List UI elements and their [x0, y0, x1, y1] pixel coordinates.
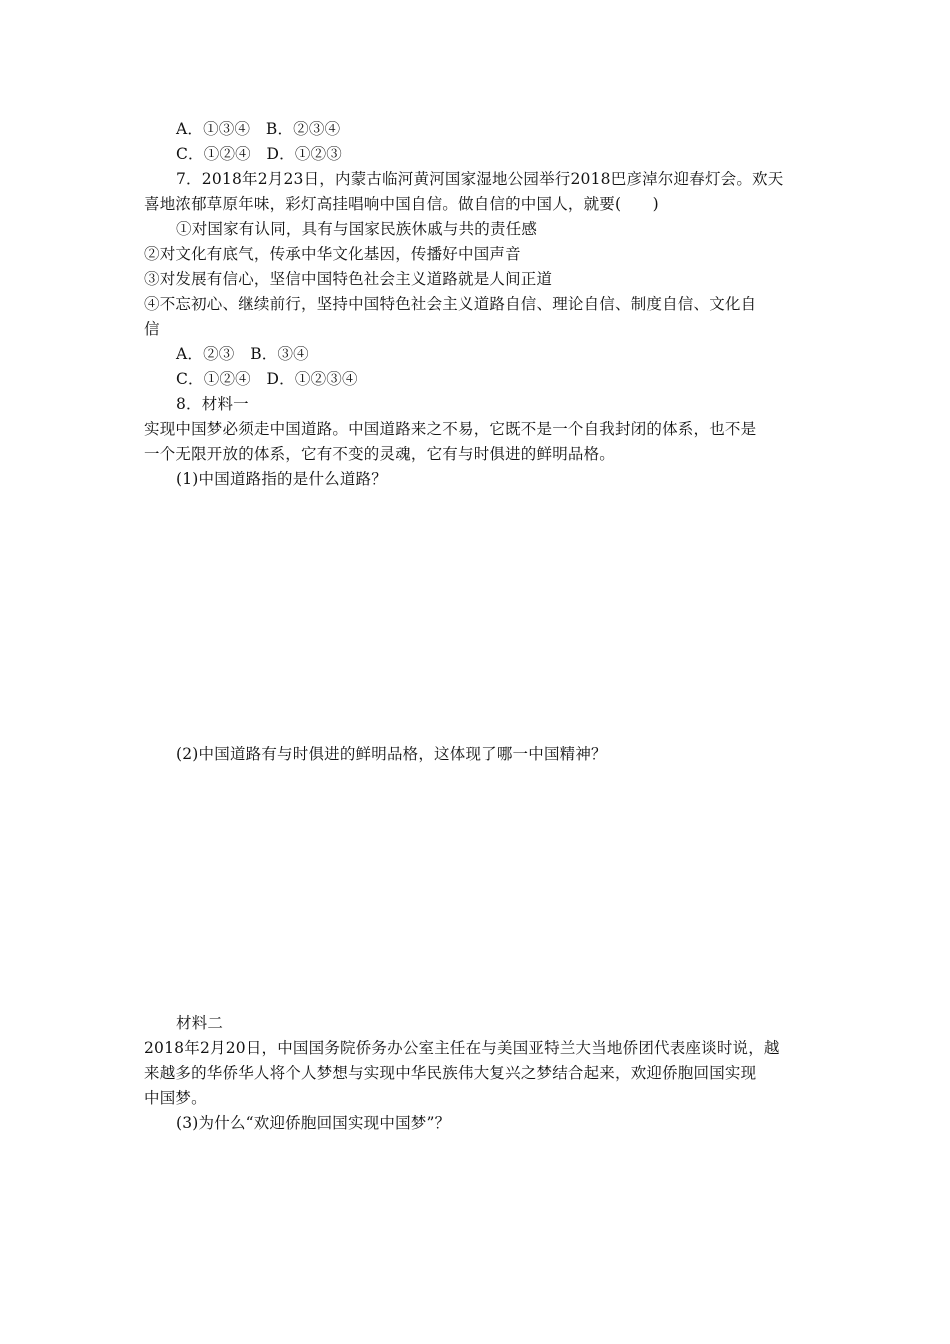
q8-material2-heading: 材料二: [176, 1014, 224, 1032]
q8-heading: 8．材料一: [176, 395, 249, 413]
q6-options-ab: A．①③④ B．②③④: [176, 120, 341, 138]
q7-item-3: ③对发展有信心，坚信中国特色社会主义道路就是人间正道: [144, 270, 553, 288]
q8-material2-line2: 来越多的华侨华人将个人梦想与实现中华民族伟大复兴之梦结合起来，欢迎侨胞回国实现: [144, 1064, 757, 1082]
q8-subquestion-3: (3)为什么“欢迎侨胞回国实现中国梦”？: [176, 1114, 451, 1132]
q7-options-ab: A．②③ B．③④: [176, 345, 309, 363]
q8-material1-line1: 实现中国梦必须走中国道路。中国道路来之不易，它既不是一个自我封闭的体系，也不是: [144, 420, 757, 438]
q8-material1-line2: 一个无限开放的体系，它有不变的灵魂，它有与时俱进的鲜明品格。: [144, 445, 616, 463]
q7-stem-line2: 喜地浓郁草原年味，彩灯高挂唱响中国自信。做自信的中国人，就要( ): [144, 195, 659, 213]
q8-subquestion-2: (2)中国道路有与时俱进的鲜明品格，这体现了哪一中国精神？: [176, 745, 607, 763]
q8-subquestion-1: (1)中国道路指的是什么道路？: [176, 470, 387, 488]
q7-stem-line1: 7．2018年2月23日，内蒙古临河黄河国家湿地公园举行2018巴彦淖尔迎春灯会。欢天: [176, 170, 784, 188]
q7-item-1: ①对国家有认同，具有与国家民族休戚与共的责任感: [176, 220, 538, 238]
q7-item-4-line2: 信: [144, 320, 160, 338]
q7-item-2: ②对文化有底气，传承中华文化基因，传播好中国声音: [144, 245, 521, 263]
q8-material2-line3: 中国梦。: [144, 1089, 207, 1107]
q8-material2-line1: 2018年2月20日，中国国务院侨务办公室主任在与美国亚特兰大当地侨团代表座谈时说，越: [144, 1039, 780, 1057]
q7-options-cd: C．①②④ D．①②③④: [176, 370, 358, 388]
q6-options-cd: C．①②④ D．①②③: [176, 145, 342, 163]
q7-item-4-line1: ④不忘初心、继续前行，坚持中国特色社会主义道路自信、理论自信、制度自信、文化自: [144, 295, 757, 313]
